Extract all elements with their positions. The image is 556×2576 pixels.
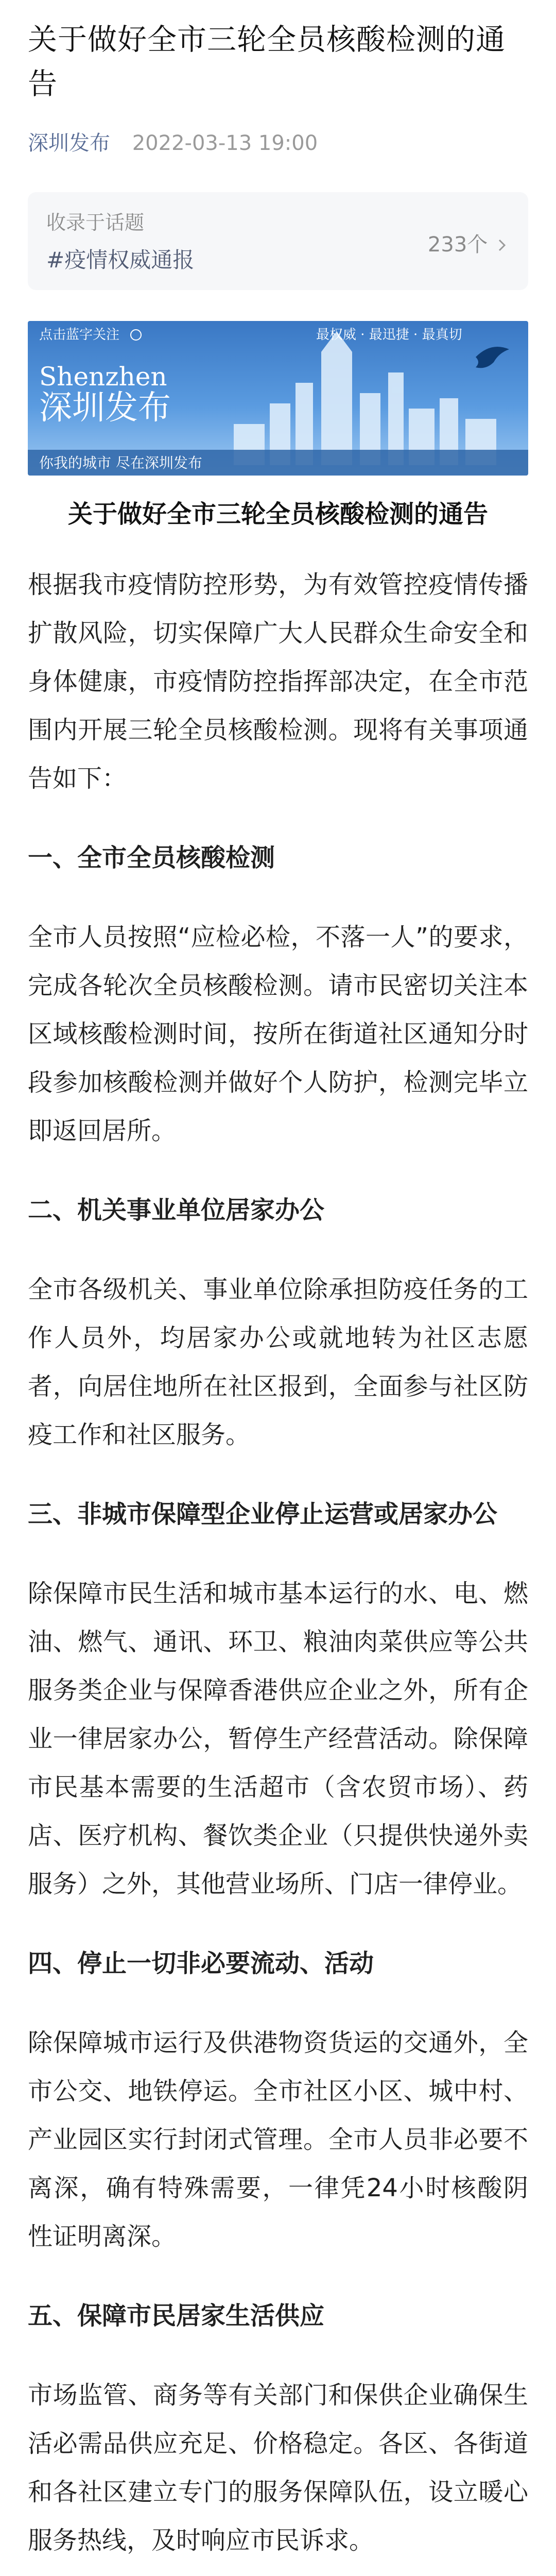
topic-card[interactable] — [28, 192, 528, 290]
banner-brand-cn: 深圳发布 — [39, 389, 171, 427]
section-1-body: 全市人员按照“应检必检，不落一人”的要求，完成各轮次全员核酸检测。请市民密切关注本区域核酸检测时间，按所在街道社区通知分时段参加核酸检测并做好个人防护，检测完毕立即返回居所。 — [28, 923, 528, 1145]
topic-label: 收录于话题 — [46, 211, 145, 234]
section-4-heading: 四、停止一切非必要流动、活动 — [28, 1949, 374, 1978]
banner-city-en: Shenzhen — [39, 362, 167, 392]
notice-intro: 根据我市疫情防控形势，为有效管控疫情传播扩散风险，切实保障广大人民群众生命安全和身体健康，市疫情防控指挥部决定，在全市范围内开展三轮全员核酸检测。现将有关事项通告如下： — [28, 570, 528, 793]
section-3-body: 除保障市民生活和城市基本运行的水、电、燃油、燃气、通讯、环卫、粮油肉菜供应等公共服务类企业与保障香港供应企业之外，所有企业一律居家办公，暂停生产经营活动。除保障市民基本需要的生活超市（含农贸市场）、药店、医疗机构、餐饮类企业（只提供快递外卖服务）之外，其他营业场所、门店一律停业。 — [28, 1579, 528, 1899]
topic-tag[interactable]: #疫情权威通报 — [46, 247, 195, 273]
section-4-body: 除保障城市运行及供港物资货运的交通外，全市公交、地铁停运。全市社区小区、城中村、产业园区实行封闭式管理。全市人员非必要不离深，确有特殊需要，一律凭24小时核酸阴性证明离深。 — [28, 2028, 528, 2251]
section-5-heading: 五、保障市民居家生活供应 — [28, 2301, 325, 2330]
topic-count[interactable] — [428, 228, 510, 258]
source-link[interactable]: 深圳发布 — [28, 131, 110, 155]
article-title: 关于做好全市三轮全员核酸检测的通告 — [28, 23, 506, 101]
banner-tagline: 你我的城市 尽在深圳发布 — [39, 454, 202, 471]
publish-datetime: 2022-03-13 19:00 — [132, 131, 318, 155]
section-3-heading: 三、非城市保障型企业停止运营或居家办公 — [28, 1500, 498, 1529]
notice-headline: 关于做好全市三轮全员核酸检测的通告 — [67, 500, 488, 529]
section-5-body: 市场监管、商务等有关部门和保供企业确保生活必需品供应充足、价格稳定。各区、各街道和各社区建立专门的服务保障队伍，设立暖心服务热线，及时响应市民诉求。 — [28, 2381, 528, 2555]
bird-logo-icon — [476, 347, 509, 368]
section-2-heading: 二、机关事业单位居家办公 — [28, 1196, 325, 1225]
section-2-body: 全市各级机关、事业单位除承担防疫任务的工作人员外，均居家办公或就地转为社区志愿者，向居住地所在社区报到，全面参与社区防疫工作和社区服务。 — [28, 1275, 528, 1449]
banner-image — [28, 321, 528, 476]
heart-icon — [131, 330, 141, 340]
section-1-heading: 一、全市全员核酸检测 — [28, 843, 275, 872]
topic-count-text: 233个 — [427, 233, 488, 257]
city-skyline-graphic — [234, 331, 496, 465]
banner-slogan-right: 最权威 · 最迅捷 · 最真切 — [316, 327, 462, 343]
chevron-right-icon — [494, 233, 510, 257]
article-meta — [28, 127, 528, 156]
banner-slogan-left: 点击蓝字关注 — [39, 327, 120, 343]
